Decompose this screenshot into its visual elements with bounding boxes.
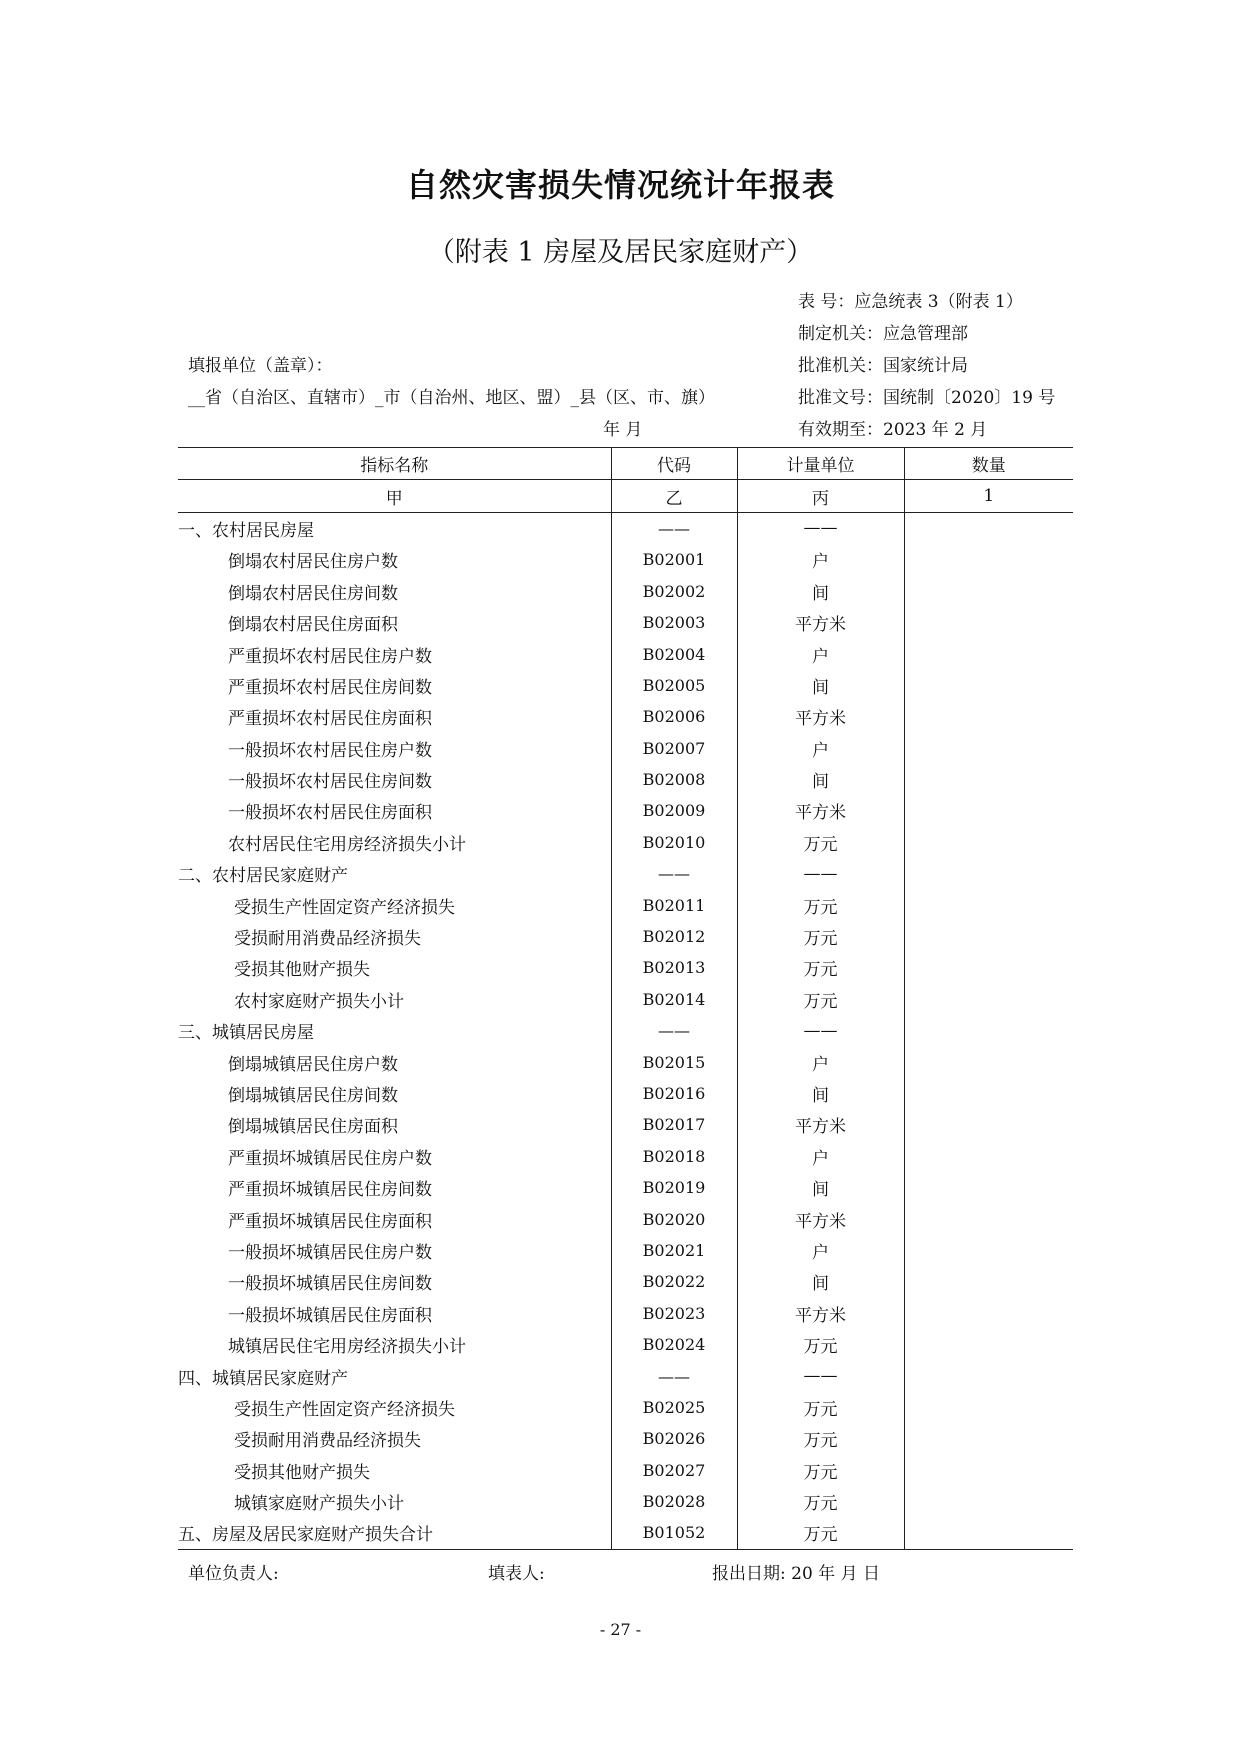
row-quantity xyxy=(904,1235,1073,1266)
row-code: —— xyxy=(611,1015,737,1046)
table-row xyxy=(178,1141,1073,1172)
row-code: B02003 xyxy=(611,607,737,638)
table-row xyxy=(178,638,1073,669)
row-unit: —— xyxy=(737,512,904,544)
report-date-label: 报出日期: 20 年 月 日 xyxy=(712,1564,880,1584)
row-quantity xyxy=(904,1172,1073,1203)
row-unit: 平方米 xyxy=(737,795,904,826)
row-name: 受损其他财产损失 xyxy=(178,952,611,983)
row-quantity xyxy=(904,984,1073,1015)
row-quantity xyxy=(904,795,1073,826)
row-name: 一般损坏农村居民住房面积 xyxy=(178,795,611,826)
row-quantity xyxy=(904,638,1073,669)
table-row xyxy=(178,1109,1073,1140)
table-row xyxy=(178,921,1073,952)
row-unit: 户 xyxy=(737,1046,904,1077)
row-name: 一般损坏农村居民住房户数 xyxy=(178,733,611,764)
row-name: 严重损坏城镇居民住房面积 xyxy=(178,1203,611,1234)
row-unit: 万元 xyxy=(737,1423,904,1454)
row-quantity xyxy=(904,1203,1073,1234)
table-row xyxy=(178,1298,1073,1329)
row-code: B02009 xyxy=(611,795,737,826)
table-body xyxy=(178,512,1073,1549)
row-unit: 平方米 xyxy=(737,701,904,732)
row-name: 受损生产性固定资产经济损失 xyxy=(178,1392,611,1423)
row-quantity xyxy=(904,1392,1073,1423)
row-name: 一般损坏农村居民住房间数 xyxy=(178,764,611,795)
table-row xyxy=(178,576,1073,607)
row-code: B02002 xyxy=(611,576,737,607)
subheader-code: 乙 xyxy=(611,480,737,512)
row-name: 五、房屋及居民家庭财产损失合计 xyxy=(178,1517,611,1549)
row-code: B02019 xyxy=(611,1172,737,1203)
made-by: 制定机关：应急管理部 xyxy=(798,324,968,344)
row-name: 倒塌农村居民住房间数 xyxy=(178,576,611,607)
row-name: 一、农村居民房屋 xyxy=(178,512,611,544)
table-row xyxy=(178,1360,1073,1391)
row-quantity xyxy=(904,1486,1073,1517)
row-quantity xyxy=(904,1517,1073,1549)
subheader-unit: 丙 xyxy=(737,480,904,512)
row-code: B02016 xyxy=(611,1078,737,1109)
row-unit: 万元 xyxy=(737,984,904,1015)
row-code: —— xyxy=(611,1360,737,1391)
row-code: B02020 xyxy=(611,1203,737,1234)
table-subheader-row xyxy=(178,480,1073,512)
row-quantity xyxy=(904,952,1073,983)
row-name: 严重损坏农村居民住房面积 xyxy=(178,701,611,732)
row-code: B02007 xyxy=(611,733,737,764)
table-header-row xyxy=(178,448,1073,480)
row-quantity xyxy=(904,544,1073,575)
row-name: 一般损坏城镇居民住房户数 xyxy=(178,1235,611,1266)
row-quantity xyxy=(904,764,1073,795)
table-row xyxy=(178,1455,1073,1486)
page-title: 自然灾害损失情况统计年报表 xyxy=(405,166,835,204)
row-name: 一般损坏城镇居民住房间数 xyxy=(178,1266,611,1297)
table-row xyxy=(178,1329,1073,1360)
row-unit: 间 xyxy=(737,764,904,795)
header-name: 指标名称 xyxy=(178,448,611,480)
row-quantity xyxy=(904,1141,1073,1172)
row-code: B02027 xyxy=(611,1455,737,1486)
row-quantity xyxy=(904,1423,1073,1454)
row-unit: 间 xyxy=(737,1078,904,1109)
row-code: B02013 xyxy=(611,952,737,983)
table-row xyxy=(178,1486,1073,1517)
row-name: 二、农村居民家庭财产 xyxy=(178,858,611,889)
table-row xyxy=(178,607,1073,638)
row-name: 三、城镇居民房屋 xyxy=(178,1015,611,1046)
row-quantity xyxy=(904,1266,1073,1297)
row-name: 农村居民住宅用房经济损失小计 xyxy=(178,827,611,858)
row-unit: 户 xyxy=(737,1141,904,1172)
table-row xyxy=(178,889,1073,920)
row-code: B02028 xyxy=(611,1486,737,1517)
table-row xyxy=(178,764,1073,795)
row-code: —— xyxy=(611,512,737,544)
table-row xyxy=(178,1235,1073,1266)
row-name: 四、城镇居民家庭财产 xyxy=(178,1360,611,1391)
row-name: 受损耐用消费品经济损失 xyxy=(178,1423,611,1454)
filler-label: 填表人: xyxy=(488,1564,545,1584)
row-code: B02010 xyxy=(611,827,737,858)
row-unit: 平方米 xyxy=(737,1298,904,1329)
row-quantity xyxy=(904,701,1073,732)
row-name: 严重损坏城镇居民住房户数 xyxy=(178,1141,611,1172)
row-code: B02024 xyxy=(611,1329,737,1360)
row-unit: —— xyxy=(737,1015,904,1046)
table-row xyxy=(178,1517,1073,1549)
row-name: 一般损坏城镇居民住房面积 xyxy=(178,1298,611,1329)
table-row xyxy=(178,544,1073,575)
table-row xyxy=(178,1392,1073,1423)
row-quantity xyxy=(904,1360,1073,1391)
header-unit: 计量单位 xyxy=(737,448,904,480)
table-row xyxy=(178,1172,1073,1203)
row-unit: 户 xyxy=(737,1235,904,1266)
row-code: B02014 xyxy=(611,984,737,1015)
table-row xyxy=(178,1046,1073,1077)
row-name: 严重损坏农村居民住房间数 xyxy=(178,670,611,701)
row-unit: 万元 xyxy=(737,952,904,983)
row-quantity xyxy=(904,576,1073,607)
row-unit: 间 xyxy=(737,1172,904,1203)
row-quantity xyxy=(904,1015,1073,1046)
table-row xyxy=(178,1203,1073,1234)
row-name: 受损其他财产损失 xyxy=(178,1455,611,1486)
row-quantity xyxy=(904,670,1073,701)
row-code: B02012 xyxy=(611,921,737,952)
row-quantity xyxy=(904,1046,1073,1077)
row-code: B02004 xyxy=(611,638,737,669)
table-row xyxy=(178,1078,1073,1109)
row-code: B02006 xyxy=(611,701,737,732)
row-code: —— xyxy=(611,858,737,889)
table-number: 表 号：应急统表 3（附表 1） xyxy=(798,292,1023,312)
table-row xyxy=(178,795,1073,826)
row-unit: 间 xyxy=(737,1266,904,1297)
year-month: 年 月 xyxy=(603,420,643,440)
header-quantity: 数量 xyxy=(904,448,1073,480)
row-name: 倒塌农村居民住房户数 xyxy=(178,544,611,575)
row-name: 严重损坏城镇居民住房间数 xyxy=(178,1172,611,1203)
row-code: B02025 xyxy=(611,1392,737,1423)
row-code: B01052 xyxy=(611,1517,737,1549)
row-code: B02021 xyxy=(611,1235,737,1266)
subheader-name: 甲 xyxy=(178,480,611,512)
row-code: B02005 xyxy=(611,670,737,701)
row-name: 受损耐用消费品经济损失 xyxy=(178,921,611,952)
row-code: B02022 xyxy=(611,1266,737,1297)
unit-head-label: 单位负责人: xyxy=(188,1564,279,1584)
approval-number: 批准文号：国统制〔2020〕19 号 xyxy=(798,388,1056,408)
header-code: 代码 xyxy=(611,448,737,480)
row-quantity xyxy=(904,889,1073,920)
filler-unit: 填报单位（盖章）： xyxy=(188,356,333,376)
row-quantity xyxy=(904,921,1073,952)
row-quantity xyxy=(904,1329,1073,1360)
table-row xyxy=(178,733,1073,764)
row-name: 倒塌农村居民住房面积 xyxy=(178,607,611,638)
table-row xyxy=(178,984,1073,1015)
region-line: __省（自治区、直辖市）_市（自治州、地区、盟）_县（区、市、旗） xyxy=(188,388,715,408)
row-unit: 万元 xyxy=(737,1392,904,1423)
table-row xyxy=(178,952,1073,983)
row-code: B02011 xyxy=(611,889,737,920)
row-unit: —— xyxy=(737,1360,904,1391)
loss-table xyxy=(178,447,1073,1550)
table-row xyxy=(178,1266,1073,1297)
valid-until: 有效期至：2023 年 2 月 xyxy=(798,420,988,440)
row-code: B02023 xyxy=(611,1298,737,1329)
row-name: 农村家庭财产损失小计 xyxy=(178,984,611,1015)
row-unit: 平方米 xyxy=(737,607,904,638)
row-unit: 万元 xyxy=(737,827,904,858)
row-unit: 万元 xyxy=(737,1455,904,1486)
row-unit: 间 xyxy=(737,670,904,701)
row-name: 倒塌城镇居民住房面积 xyxy=(178,1109,611,1140)
row-quantity xyxy=(904,607,1073,638)
row-unit: 万元 xyxy=(737,1329,904,1360)
row-code: B02026 xyxy=(611,1423,737,1454)
table-row xyxy=(178,701,1073,732)
row-name: 城镇家庭财产损失小计 xyxy=(178,1486,611,1517)
row-code: B02017 xyxy=(611,1109,737,1140)
row-unit: 万元 xyxy=(737,1517,904,1549)
table-row xyxy=(178,512,1073,544)
page-number: - 27 - xyxy=(599,1620,642,1639)
row-quantity xyxy=(904,1298,1073,1329)
row-unit: —— xyxy=(737,858,904,889)
row-quantity xyxy=(904,1455,1073,1486)
row-name: 倒塌城镇居民住房户数 xyxy=(178,1046,611,1077)
table-row xyxy=(178,858,1073,889)
table-row xyxy=(178,1015,1073,1046)
row-unit: 户 xyxy=(737,733,904,764)
row-quantity xyxy=(904,733,1073,764)
table-row xyxy=(178,827,1073,858)
page-subtitle: （附表 1 房屋及居民家庭财产） xyxy=(427,237,814,268)
row-quantity xyxy=(904,858,1073,889)
row-name: 倒塌城镇居民住房间数 xyxy=(178,1078,611,1109)
row-quantity xyxy=(904,1078,1073,1109)
row-name: 城镇居民住宅用房经济损失小计 xyxy=(178,1329,611,1360)
row-code: B02018 xyxy=(611,1141,737,1172)
approved-by: 批准机关：国家统计局 xyxy=(798,356,968,376)
row-unit: 万元 xyxy=(737,889,904,920)
row-quantity xyxy=(904,512,1073,544)
row-unit: 户 xyxy=(737,638,904,669)
row-name: 受损生产性固定资产经济损失 xyxy=(178,889,611,920)
row-unit: 万元 xyxy=(737,921,904,952)
row-code: B02015 xyxy=(611,1046,737,1077)
row-quantity xyxy=(904,1109,1073,1140)
row-unit: 户 xyxy=(737,544,904,575)
table-row xyxy=(178,1423,1073,1454)
row-unit: 平方米 xyxy=(737,1203,904,1234)
row-quantity xyxy=(904,827,1073,858)
row-unit: 平方米 xyxy=(737,1109,904,1140)
table-row xyxy=(178,670,1073,701)
subheader-quantity: 1 xyxy=(904,480,1073,512)
row-name: 严重损坏农村居民住房户数 xyxy=(178,638,611,669)
row-unit: 间 xyxy=(737,576,904,607)
row-unit: 万元 xyxy=(737,1486,904,1517)
row-code: B02001 xyxy=(611,544,737,575)
row-code: B02008 xyxy=(611,764,737,795)
